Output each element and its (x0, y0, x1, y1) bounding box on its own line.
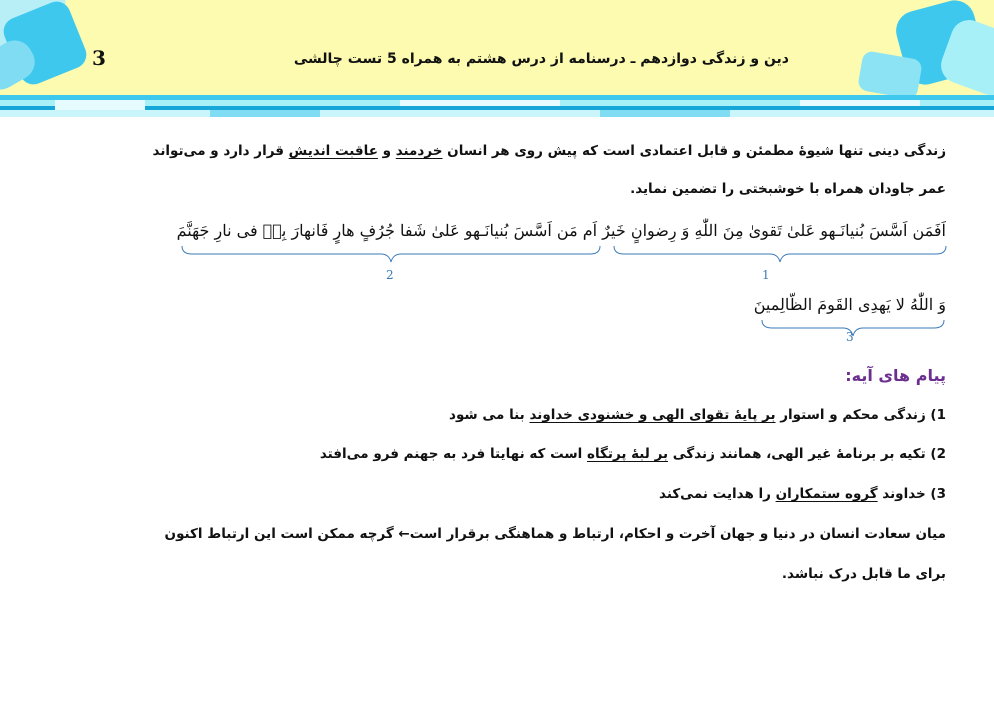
text: قرار دارد و می‌تواند (152, 143, 289, 159)
messages-heading: پیام های آیه: (845, 366, 946, 385)
intro-line-1 (153, 143, 946, 159)
message-item-2 (320, 446, 946, 462)
text: است که نهایتا فرد به جهنم فرو می‌افتد (319, 446, 587, 462)
brace-label-2: 2 (386, 268, 394, 282)
text: بنا می شود (449, 407, 530, 423)
conclusion-line-2: برای ما قابل درک نباشد. (781, 566, 946, 582)
text: 3) خداوند (877, 486, 946, 502)
text: 2) تکیه بر برنامۀ غیر الهی، همانند زندگی (668, 446, 946, 462)
underlined-term: بر پایۀ تقوای الهی و خشنودی خداوند (529, 407, 776, 423)
quran-verse-line-1: اَفَمَن اَسَّسَ بُنیانَـهو عَلیٰ تَقویٰ مِنَ اللّٰهِ وَ رِضوانٍ خَیرٌ اَم مَن اَسَّسَ بُنیانَـهو عَلیٰ شَفا جُرُفٍ هارٍ فَانهارَ بِهٖ فی نارِ جَهَنَّمَ (176, 221, 946, 240)
underlined-term: گروه ستمکاران (775, 486, 878, 502)
lesson-body (48, 0, 946, 703)
underlined-term: بر لبۀ پرتگاه (586, 446, 669, 462)
underlined-term: عاقبت اندیش (288, 143, 378, 159)
quran-verse-line-2: وَ اللّٰهُ لا یَهدِی القَومَ الظّالِمینَ (753, 295, 946, 314)
page-number: 3 (92, 46, 106, 70)
message-item-1 (449, 407, 946, 423)
brace-label-1: 1 (762, 268, 770, 282)
text: زندگی دینی تنها شیوۀ مطمئن و قابل اعتمادی است که پیش روی هر انسان (442, 143, 946, 159)
brace-1 (612, 244, 948, 264)
underlined-term: خردمند (395, 143, 443, 159)
brace-label-3: 3 (846, 330, 854, 344)
conclusion-line-1: میان سعادت انسان در دنیا و جهان آخرت و احکام، ارتباط و هماهنگی برقرار است← گرچه ممکن است این ارتباط اکنون (164, 526, 946, 542)
brace-2 (180, 244, 602, 264)
text: 1) زندگی محکم و استوار (775, 407, 946, 423)
text: و (377, 143, 396, 159)
intro-line-2: عمر جاودان همراه با خوشبختی را تضمین نماید. (630, 181, 946, 197)
text: را هدایت نمی‌کند (659, 486, 776, 502)
page-title: دین و زندگی دوازدهم ـ درسنامه از درس هشتم به همراه 5 تست چالشی (293, 51, 789, 67)
message-item-3 (659, 486, 946, 502)
